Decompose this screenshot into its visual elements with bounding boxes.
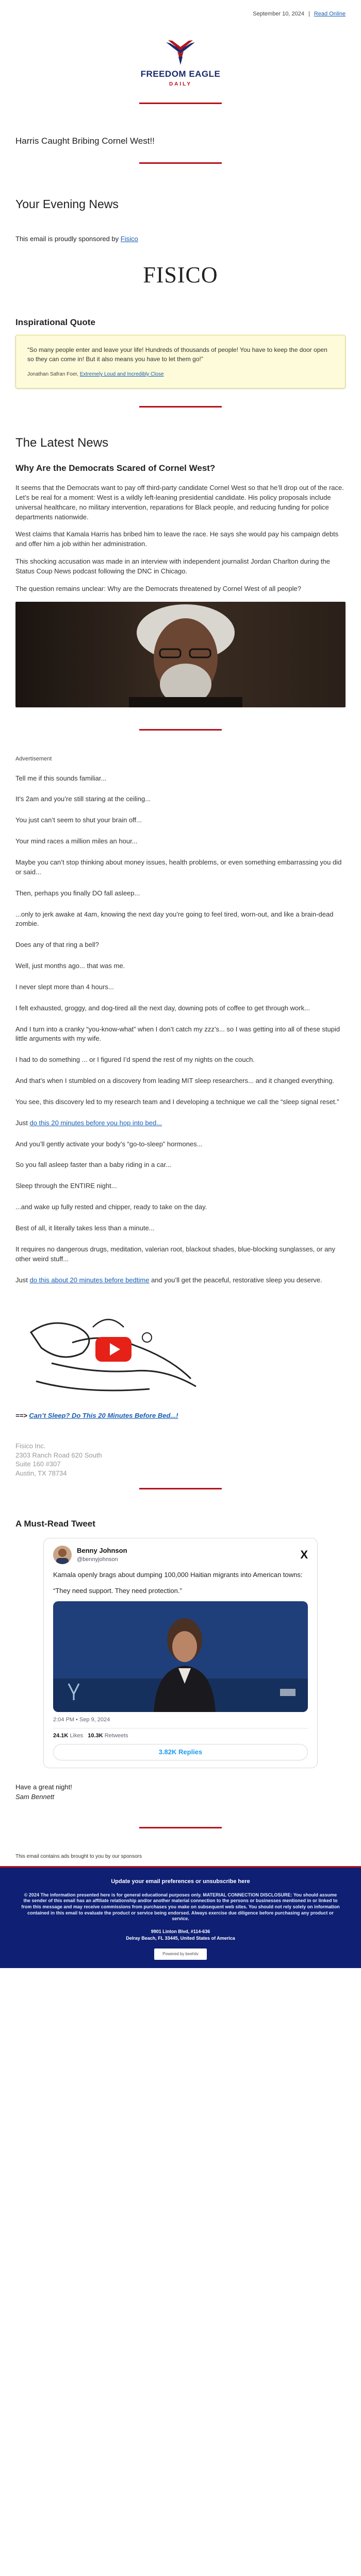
signoff-greeting: Have a great night! bbox=[15, 1783, 72, 1791]
sponsor-text bbox=[15, 234, 346, 244]
quote-author: Jonathan Safran Foer, bbox=[27, 371, 80, 378]
ad-paragraph: And that’s when I stumbled on a discovery from leading MIT sleep researchers... and it changed everything. bbox=[15, 1077, 335, 1085]
legal-disclaimer: © 2024 The information presented here is for general educational purposes only. MATERIAL CONNECTION DISCLOSURE: You should assume the sender of this email has an affiliate relationship and/or another material connection to the persons or businesses mentioned in or linked to from this message and may receive commissions from purchases you make on subsequent web sites. You should not rely solely on information contained in this email to evaluate the product or service being endorsed. Always exercise due diligence before purchasing any product or service. bbox=[21, 1892, 340, 1922]
ad-paragraph: And I turn into a cranky “you-know-what” when I don’t catch my zzz’s... so I was getting into all of these stupid little arguments with my wife. bbox=[15, 1025, 340, 1043]
play-icon[interactable] bbox=[95, 1337, 132, 1362]
ad-paragraph: Your mind races a million miles an hour... bbox=[15, 837, 138, 845]
ad-paragraph: I had to do something ... or I figured I’d spend the rest of my nights on the couch. bbox=[15, 1056, 255, 1064]
ad-paragraph: Tell me if this sounds familiar... bbox=[15, 774, 107, 782]
retweets-count: 10.3K bbox=[88, 1732, 103, 1739]
section-title-news: The Latest News bbox=[15, 435, 109, 450]
ad-paragraph: Sleep through the ENTIRE night... bbox=[15, 1182, 117, 1190]
ad-link-prefix: Just bbox=[15, 1118, 30, 1127]
likes-label: Likes bbox=[70, 1732, 84, 1739]
ad-paragraph: Well, just months ago... that was me. bbox=[15, 962, 125, 970]
ad-paragraph: I felt exhausted, groggy, and dog-tired all the next day, downing pots of coffee to get through work... bbox=[15, 1004, 310, 1012]
logo-name: FREEDOM EAGLE bbox=[140, 69, 221, 79]
read-online-link[interactable]: Read Online bbox=[314, 11, 346, 17]
ad-paragraph: I never slept more than 4 hours... bbox=[15, 982, 114, 991]
ad-paragraph: Maybe you can’t stop thinking about money issues, health problems, or even something embarrassing you did or said... bbox=[15, 858, 342, 876]
ad-link-paragraph bbox=[15, 1276, 346, 1285]
ad-link-suffix: and you’ll get the peaceful, restorative sleep you deserve. bbox=[149, 1276, 322, 1284]
story-photo bbox=[15, 602, 346, 707]
address-line: Fisico Inc. bbox=[15, 1442, 46, 1450]
ad-paragraph: Then, perhaps you finally DO fall asleep... bbox=[15, 889, 140, 897]
ad-paragraph: ...and wake up fully rested and chipper, ready to take on the day. bbox=[15, 1203, 207, 1211]
section-title-evening: Your Evening News bbox=[15, 197, 119, 211]
ad-video[interactable] bbox=[21, 1296, 206, 1402]
top-bar bbox=[0, 0, 361, 19]
story-paragraph: The question remains unclear: Why are the Democrats threatened by Cornel West of all people? bbox=[15, 584, 301, 592]
quote-attribution bbox=[27, 371, 334, 379]
tweet-author-handle[interactable]: @bennyjohnson bbox=[77, 1556, 118, 1563]
divider bbox=[139, 406, 222, 408]
divider bbox=[139, 162, 222, 164]
footer-address-line: 9901 Linton Blvd, #114-636 bbox=[151, 1929, 210, 1935]
date-text: September 10, 2024 bbox=[253, 11, 304, 17]
powered-by-badge[interactable]: Powered by beehiiv bbox=[154, 1948, 207, 1960]
ad-paragraph: ...only to jerk awake at 4am, knowing the next day you’re going to feel tired, worn-out, and like a brain-dead zombie. bbox=[15, 910, 334, 928]
retweets-label: Retweets bbox=[104, 1732, 128, 1739]
signoff bbox=[15, 1783, 346, 1802]
headline: Harris Caught Bribing Cornel West!! bbox=[15, 136, 155, 146]
ad-paragraph: It’s 2am and you’re still staring at the ceiling... bbox=[15, 795, 151, 803]
quote-title: Inspirational Quote bbox=[15, 317, 95, 327]
ad-label: Advertisement bbox=[15, 755, 52, 762]
sponsor-link[interactable]: Fisico bbox=[120, 235, 138, 243]
footer-address-line: Delray Beach, FL 33445, United States of America bbox=[126, 1935, 235, 1941]
logo-subtitle: DAILY bbox=[169, 81, 192, 87]
story-paragraph: West claims that Kamala Harris has bribed him to leave the race. He says she would pay his campaign debts and offer him a job within her administration. bbox=[15, 530, 339, 548]
ad-paragraph: Does any of that ring a bell? bbox=[15, 941, 99, 949]
story-title: Why Are the Democrats Scared of Cornel West? bbox=[15, 463, 216, 473]
footer-address bbox=[21, 1928, 340, 1941]
ad-cta bbox=[15, 1411, 346, 1421]
ad-link-paragraph bbox=[15, 1118, 346, 1128]
tweet-quote: “They need support. They need protection.” bbox=[53, 1586, 182, 1595]
tweet-video[interactable] bbox=[53, 1601, 308, 1712]
tweet-section-title: A Must-Read Tweet bbox=[15, 1519, 95, 1529]
likes-count: 24.1K bbox=[53, 1732, 69, 1739]
footer bbox=[0, 1866, 361, 1968]
ad-paragraph: Best of all, it literally takes less than a minute... bbox=[15, 1224, 155, 1232]
ad-paragraph: It requires no dangerous drugs, meditation, valerian root, blackout shades, blue-blocking sunglasses, or any other weird stuff... bbox=[15, 1245, 336, 1263]
brand-logo[interactable] bbox=[0, 38, 361, 88]
tweet-author-name[interactable]: Benny Johnson bbox=[77, 1546, 127, 1554]
address-line: 2303 Ranch Road 620 South bbox=[15, 1451, 102, 1459]
sponsor-logo[interactable]: FISICO bbox=[143, 262, 218, 287]
quote-box bbox=[15, 335, 346, 388]
tweet-header bbox=[53, 1546, 308, 1564]
unsubscribe-link[interactable]: Update your email preferences or unsubscribe here bbox=[111, 1878, 250, 1885]
quote-book-link[interactable]: Extremely Loud and Incredibly Close bbox=[79, 371, 164, 378]
tweet-stats bbox=[53, 1728, 308, 1744]
ad-link[interactable]: do this 20 minutes before you hop into bed... bbox=[29, 1118, 162, 1127]
replies-button[interactable]: 3.82K Replies bbox=[53, 1744, 308, 1761]
address-line: Austin, TX 78734 bbox=[15, 1469, 67, 1477]
ad-paragraph: And you’ll gently activate your body’s “go-to-sleep” hormones... bbox=[15, 1140, 203, 1148]
signoff-name: Sam Bennett bbox=[15, 1793, 55, 1801]
separator: | bbox=[308, 11, 310, 17]
avatar[interactable] bbox=[53, 1546, 72, 1564]
address-line: Suite 160 #307 bbox=[15, 1460, 61, 1468]
ad-paragraph: So you fall asleep faster than a baby riding in a car... bbox=[15, 1161, 172, 1169]
divider bbox=[139, 103, 222, 104]
ad-paragraph: You just can’t seem to shut your brain off... bbox=[15, 816, 142, 824]
embedded-tweet[interactable] bbox=[43, 1538, 318, 1768]
ad-link[interactable]: do this about 20 minutes before bedtime bbox=[29, 1276, 150, 1284]
x-logo-icon[interactable]: X bbox=[300, 1548, 308, 1562]
ad-link-prefix: Just bbox=[15, 1276, 30, 1284]
story-paragraph: This shocking accusation was made in an interview with independent journalist Jordan Charlton during the Status Coup News podcast following the DNC in Chicago. bbox=[15, 557, 330, 575]
divider bbox=[139, 1827, 222, 1828]
tweet-text: Kamala openly brags about dumping 100,000 Haitian migrants into American towns: bbox=[53, 1571, 303, 1579]
eagle-icon bbox=[164, 38, 197, 67]
ad-cta-link[interactable]: Can’t Sleep? Do This 20 Minutes Before Bed...! bbox=[29, 1412, 178, 1420]
ads-disclaimer: This email contains ads brought to you by our sponsors bbox=[15, 1854, 142, 1860]
tweet-timestamp[interactable]: 2:04 PM • Sep 9, 2024 bbox=[53, 1716, 308, 1728]
advertiser-address bbox=[15, 1442, 346, 1478]
divider bbox=[139, 1488, 222, 1489]
quote-text: “So many people enter and leave your life! Hundreds of thousands of people! You have to keep the door open so they can come in! But it also means you have to let them go!” bbox=[27, 346, 327, 363]
story-paragraph: It seems that the Democrats want to pay off third-party candidate Cornel West so that he’ll drop out of the race. Let’s be real for a moment: West is a wildly left-leaning presidential candidate. His policy proposals include universal healthcare, no military intervention, reparations for Black people, and reducing funding for police departments nationwide. bbox=[15, 484, 344, 521]
divider bbox=[139, 729, 222, 731]
sponsor-prefix: This email is proudly sponsored by bbox=[15, 235, 121, 243]
ad-cta-arrow: ==> bbox=[15, 1412, 29, 1420]
ad-paragraph: You see, this discovery led to my research team and I developing a technique we call the “sleep signal reset.” bbox=[15, 1097, 339, 1106]
